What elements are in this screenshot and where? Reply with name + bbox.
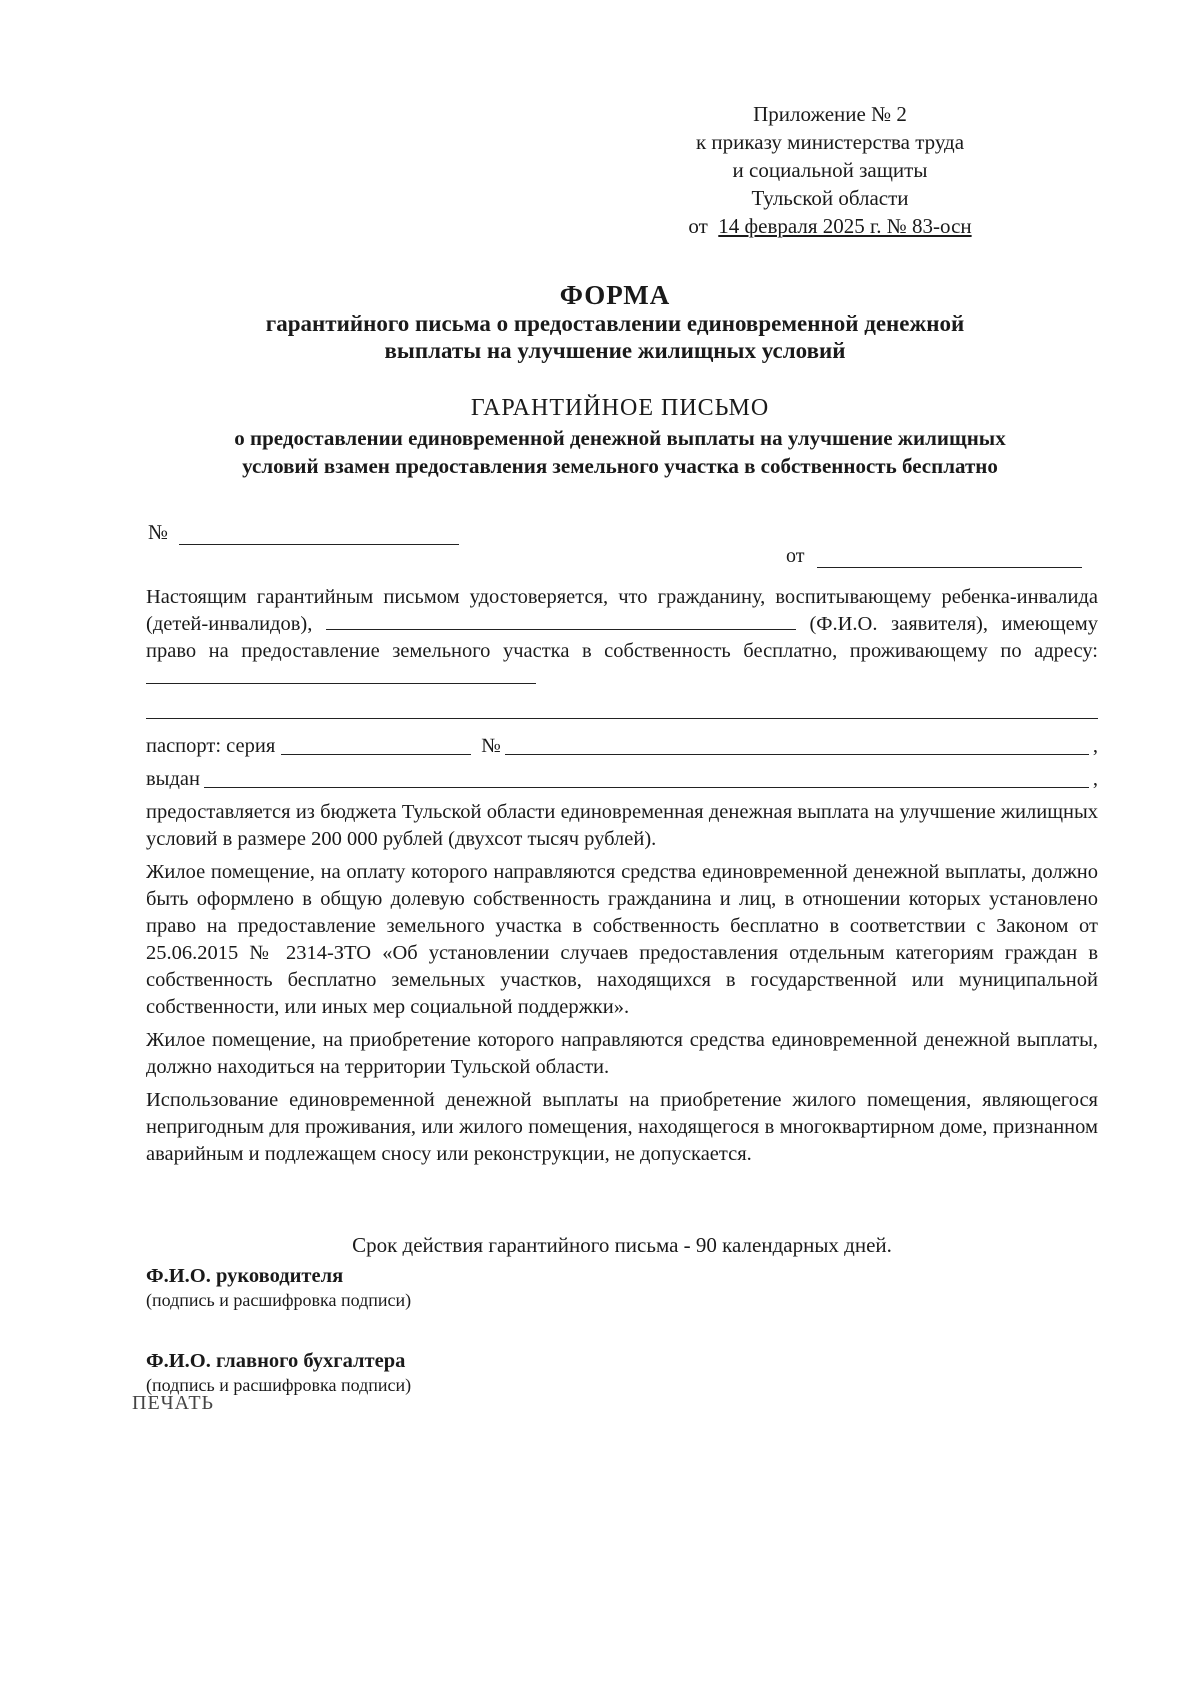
form-heading <box>140 280 1090 364</box>
passport-series-blank <box>281 738 471 755</box>
appendix-line-3: и социальной защиты <box>732 158 928 182</box>
passport-number-label: № <box>481 735 501 757</box>
letter-heading <box>140 392 1100 480</box>
passport-number-blank <box>505 736 1089 755</box>
letter-number-blank <box>179 526 459 545</box>
issued-comma: , <box>1092 768 1098 790</box>
letter-title: ГАРАНТИЙНОЕ ПИСЬМО <box>470 395 770 421</box>
paragraph-recipient <box>146 584 1098 692</box>
paragraph-restriction: Использование единовременной денежной выплаты на приобретение жилого помещения, являющегося непригодным для проживания, или жилого помещения, находящегося в многоквартирном доме, признанном аварийным и подлежащем сносу или реконструкции, не допускается. <box>146 1089 1098 1165</box>
letter-date-field <box>786 545 1082 568</box>
letter-subtitle-line-1: о предоставлении единовременной денежной выплаты на улучшение жилищных <box>234 426 1006 450</box>
letter-number-field <box>148 520 459 545</box>
stamp-placeholder: ПЕЧАТЬ <box>132 1392 215 1414</box>
appendix-line-2: к приказу министерства труда <box>695 130 965 154</box>
accountant-signature-hint: (подпись и расшифровка подписи) <box>146 1375 412 1395</box>
letter-date-label: от <box>786 545 805 567</box>
letter-subtitle-line-2: условий взамен предоставления земельного участка в собственность бесплатно <box>242 454 998 478</box>
accountant-name-label: Ф.И.О. главного бухгалтера <box>146 1350 406 1372</box>
paragraph-ownership: Жилое помещение, на оплату которого направляются средства единовременной денежной выплаты, должно быть оформлено в общую долевую собственность гражданина и лиц, в отношении которых установлено право на предоставление земельного участка в собственность бесплатно в соответствии с Законом от 25.06.2015 № 2314-ЗТО «Об установлении случаев предоставления отдельным категориям граждан в собственность бесплатно земельных участков, находящихся в государственной или муниципальной собственности, или иных мер социальной поддержки». <box>146 861 1098 1018</box>
address-blank-line-2 <box>146 692 1098 719</box>
letter-body <box>146 584 1098 1168</box>
head-signature-hint: (подпись и расшифровка подписи) <box>146 1290 412 1310</box>
head-signature-block <box>146 1265 411 1311</box>
validity-period: Срок действия гарантийного письма - 90 календарных дней. <box>352 1233 892 1257</box>
letter-date-blank <box>817 549 1082 568</box>
form-subtitle-line-2: выплаты на улучшение жилищных условий <box>384 338 846 363</box>
issued-blank <box>204 769 1089 788</box>
appendix-header <box>660 100 1000 240</box>
appendix-date-number: 14 февраля 2025 г. № 83-осн <box>718 214 972 238</box>
passport-comma: , <box>1092 735 1098 757</box>
recipient-text-part-1: Настоящим гарантийным письмом удостоверяется, что гражданину, воспитывающему ребенка-инвалида (детей-инвалидов), <box>146 586 1098 635</box>
applicant-name-blank <box>326 613 796 630</box>
accountant-signature-block <box>146 1350 411 1396</box>
address-blank <box>146 667 536 684</box>
appendix-line-1: Приложение № 2 <box>753 102 907 126</box>
appendix-date-line <box>660 212 1000 240</box>
paragraph-territory: Жилое помещение, на приобретение которого направляются средства единовременной денежной выплаты, должно находиться на территории Тульской области. <box>146 1029 1098 1078</box>
issued-row <box>146 760 1098 793</box>
letter-number-label: № <box>148 520 169 544</box>
passport-row <box>146 727 1098 760</box>
paragraph-payment: предоставляется из бюджета Тульской области единовременная денежная выплата на улучшение жилищных условий в размере 200 000 рублей (двухсот тысяч рублей). <box>146 801 1098 850</box>
form-subtitle-line-1: гарантийного письма о предоставлении единовременной денежной <box>265 311 965 336</box>
issued-label: выдан <box>146 768 200 790</box>
form-title: ФОРМА <box>559 280 671 310</box>
recipient-text-part-2: (Ф.И.О. заявителя), имеющему право на предоставление земельного участка в собственность бесплатно, проживающему по адресу: <box>146 613 1099 662</box>
appendix-date-prefix: от <box>688 214 708 238</box>
head-name-label: Ф.И.О. руководителя <box>146 1265 344 1287</box>
appendix-line-4: Тульской области <box>751 186 909 210</box>
passport-series-label: паспорт: серия <box>146 735 276 757</box>
